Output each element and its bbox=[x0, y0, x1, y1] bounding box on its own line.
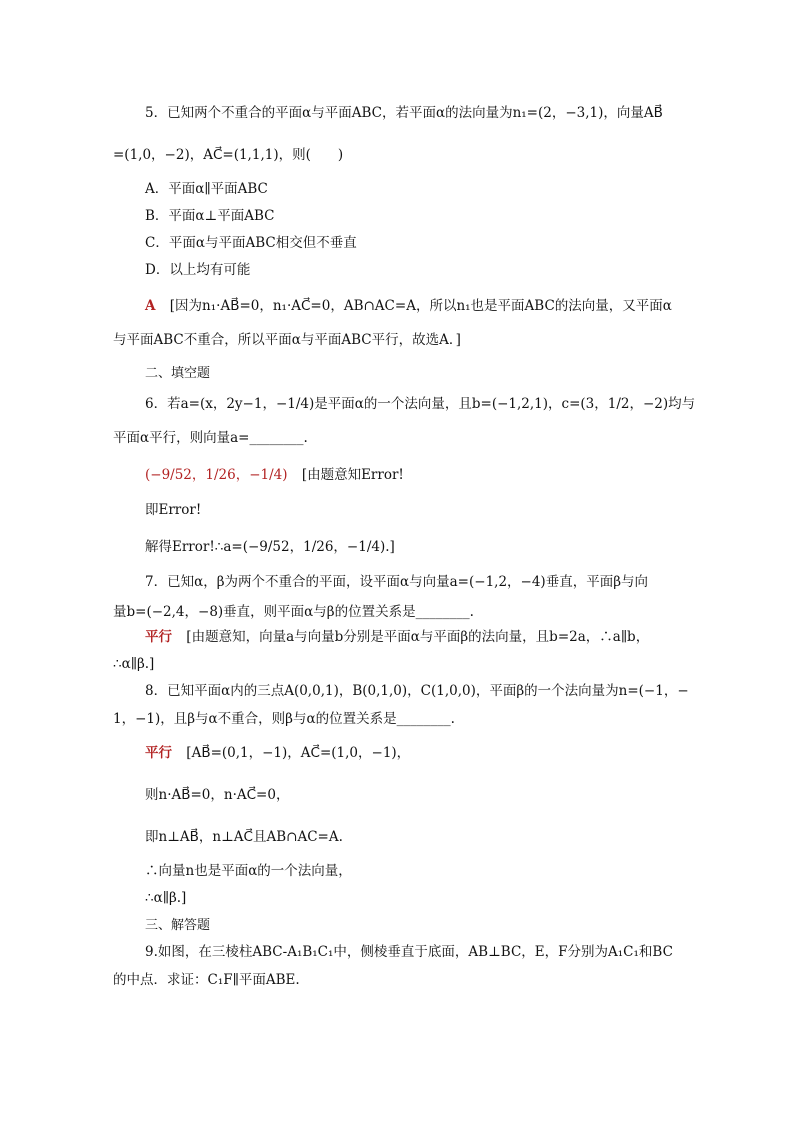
q8-stem-line1: 8．已知平面α内的三点A(0,0,1)，B(0,1,0)，C(1,0,0)，平面β的一个法向量为n=(−1，− bbox=[145, 683, 689, 699]
q8-explain-4: ∴向量n也是平面α的一个法向量， bbox=[145, 863, 352, 879]
q5-option-a: A．平面α∥平面ABC bbox=[145, 181, 268, 197]
q7-solution-line1 bbox=[145, 627, 649, 647]
q9-stem-line1: 9.如图，在三棱柱ABC-A₁B₁C₁中，侧棱垂直于底面，AB⊥BC，E，F分别为A₁C₁和BC bbox=[145, 944, 673, 960]
q7-stem-line2: 量b=(−2,4，−8)垂直，则平面α与β的位置关系是________. bbox=[113, 604, 474, 620]
q5-option-b: B．平面α⊥平面ABC bbox=[145, 208, 275, 224]
q6-explain-1: [由题意知Error! bbox=[301, 467, 404, 483]
q7-answer: 平行 bbox=[145, 629, 172, 645]
q8-explain-3: 即n⊥AB⃗，n⊥AC⃗且AB∩AC=A. bbox=[145, 829, 343, 845]
q5-option-c: C．平面α与平面ABC相交但不垂直 bbox=[145, 235, 357, 251]
q8-explain-2: 则n·AB⃗=0，n·AC⃗=0， bbox=[145, 787, 290, 803]
q8-explain-5: ∴α∥β.] bbox=[145, 890, 187, 906]
q7-explain-1: [由题意知，向量a与向量b分别是平面α与平面β的法向量，且b=2a，∴a∥b， bbox=[186, 629, 650, 645]
q5-answer: A bbox=[145, 298, 156, 314]
section-heading-solve: 三、解答题 bbox=[145, 918, 211, 933]
q6-solution-line1 bbox=[145, 465, 404, 485]
q8-explain-1: [AB⃗=(0,1，−1)，AC⃗=(1,0，−1)， bbox=[186, 745, 411, 761]
q8-solution-line1 bbox=[145, 743, 410, 763]
q6-answer: (−9/52，1/26，−1/4) bbox=[145, 467, 288, 483]
q5-stem-line1: 5．已知两个不重合的平面α与平面ABC，若平面α的法向量为n₁=(2，−3,1)，向量AB⃗ bbox=[145, 105, 663, 121]
q6-explain-2: 即Error! bbox=[145, 502, 202, 518]
q5-stem-line2: =(1,0，−2)，AC⃗=(1,1,1)，则( ) bbox=[113, 147, 344, 163]
q6-stem-line2: 平面α平行，则向量a=________. bbox=[113, 430, 308, 446]
q6-stem-line1: 6．若a=(x，2y−1，−1/4)是平面α的一个法向量，且b=(−1,2,1)，c=(3，1/2，−2)均与 bbox=[145, 396, 696, 412]
q5-solution-line1 bbox=[145, 296, 672, 316]
section-heading-fill-in: 二、填空题 bbox=[145, 366, 211, 381]
q7-stem-line1: 7．已知α，β为两个不重合的平面，设平面α与向量a=(−1,2，−4)垂直，平面β与向 bbox=[145, 574, 649, 590]
q7-explain-2: ∴α∥β.] bbox=[113, 656, 155, 672]
q9-stem-line2: 的中点．求证：C₁F∥平面ABE. bbox=[113, 972, 300, 988]
q8-answer: 平行 bbox=[145, 745, 172, 761]
q5-explain-2: 与平面ABC不重合，所以平面α与平面ABC平行，故选A．] bbox=[113, 332, 461, 348]
q5-option-d: D．以上均有可能 bbox=[145, 262, 251, 278]
q6-explain-3: 解得Error!∴a=(−9/52，1/26，−1/4).] bbox=[145, 539, 395, 555]
q8-stem-line2: 1，−1)，且β与α不重合，则β与α的位置关系是________. bbox=[113, 711, 455, 727]
q5-explain-1: [因为n₁·AB⃗=0，n₁·AC⃗=0，AB∩AC=A，所以n₁也是平面ABC的法向量，又平面α bbox=[169, 298, 672, 314]
